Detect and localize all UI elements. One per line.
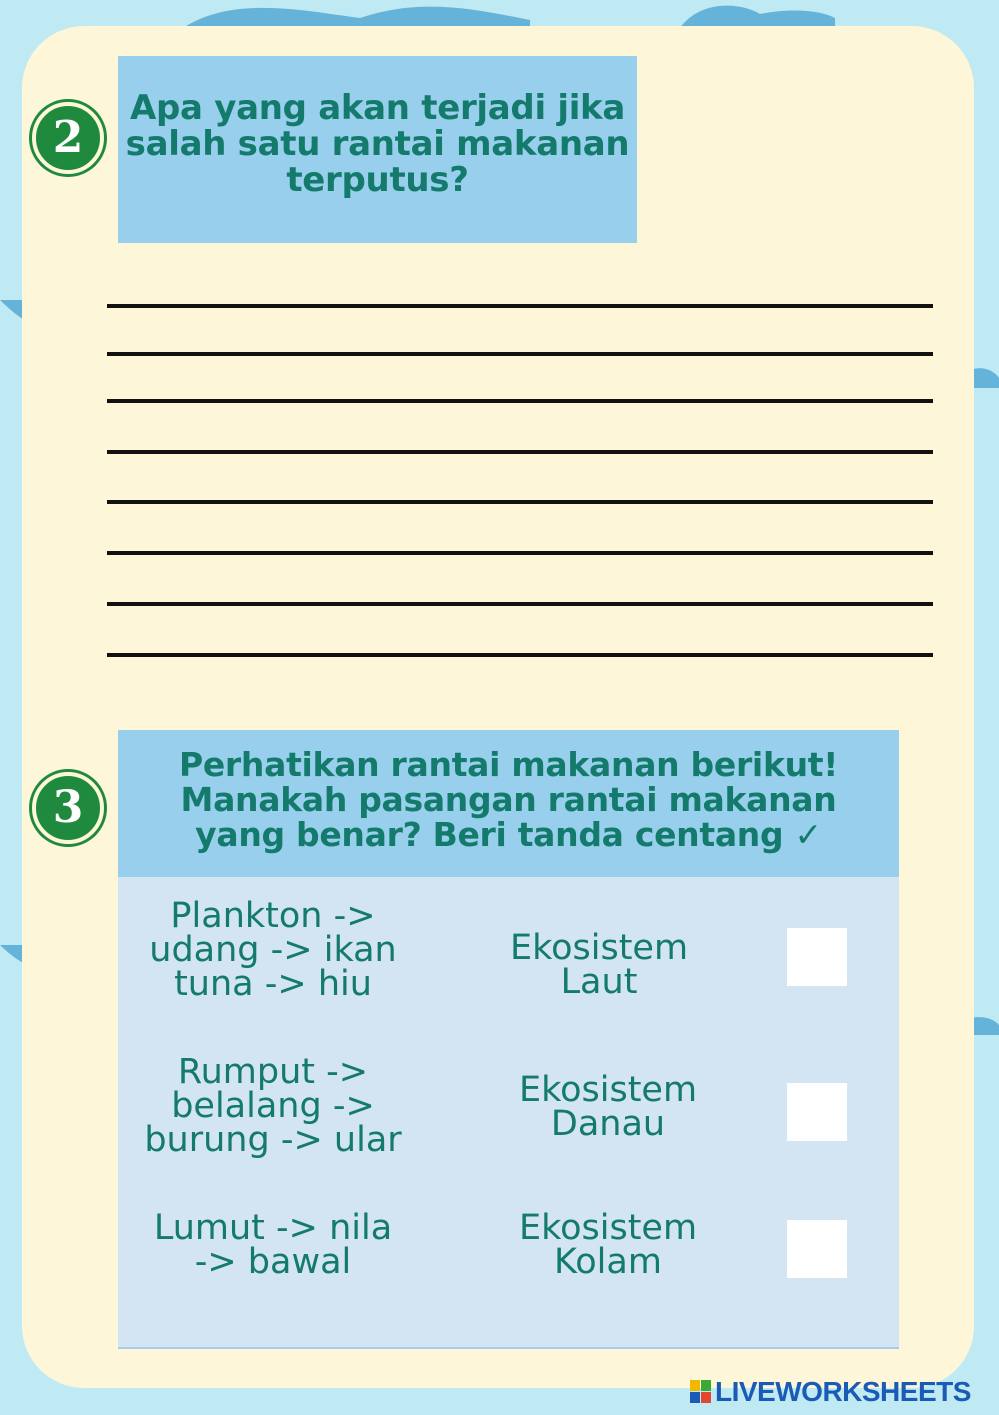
food-chain-line: udang -> ikan [149,930,397,970]
answer-line [107,551,933,555]
question-3-line-2: Manakah pasangan rantai makanan [180,780,837,819]
question-3-line-1: Perhatikan rantai makanan berikut! [178,745,839,784]
food-chain-text [138,1208,408,1282]
food-chain-line: -> bawal [194,1242,352,1282]
answer-line [107,602,933,606]
liveworksheets-logo-text: LIVEWORKSHEETS [715,1376,971,1407]
ecosystem-label [493,1208,723,1282]
ecosystem-line: Ekosistem [518,1208,698,1248]
checkbox-laut[interactable] [787,928,847,986]
answer-line [107,653,933,657]
food-chain-line: tuna -> hiu [174,964,372,1004]
question-3-line-3: yang benar? Beri tanda centang ✓ [195,815,822,854]
ecosystem-line: Ekosistem [518,1070,698,1110]
answer-line [107,399,933,403]
question-3-prompt-box [118,730,899,877]
ecosystem-line: Ekosistem [509,928,689,968]
answer-line [107,304,933,308]
checkbox-danau[interactable] [787,1083,847,1141]
checkbox-kolam[interactable] [787,1220,847,1278]
food-chain-text [138,1052,408,1160]
liveworksheets-logo [690,1375,971,1409]
ecosystem-label [493,1070,723,1144]
ecosystem-line: Laut [560,962,638,1002]
answer-line [107,450,933,454]
question-2-number-badge: 2 [32,102,104,174]
question-3-options-table [118,877,899,1349]
ecosystem-line: Kolam [554,1242,662,1282]
food-chain-line: belalang -> [171,1086,375,1126]
question-3-number-badge: 3 [32,772,104,844]
answer-line [107,352,933,356]
food-chain-line: Lumut -> nila [153,1208,393,1248]
question-2-prompt-box [118,56,637,243]
food-chain-line: Plankton -> [170,896,376,936]
food-chain-line: burung -> ular [144,1120,402,1160]
food-chain-text [138,896,408,1004]
answer-line [107,500,933,504]
liveworksheets-logo-icon [690,1380,712,1404]
question-2-line-3: terputus? [286,160,469,200]
ecosystem-label [484,928,714,1002]
question-2-line-2: salah satu rantai makanan [125,124,630,164]
food-chain-line: Rumput -> [177,1052,369,1092]
ecosystem-line: Danau [550,1104,666,1144]
question-2-line-1: Apa yang akan terjadi jika [129,88,626,128]
